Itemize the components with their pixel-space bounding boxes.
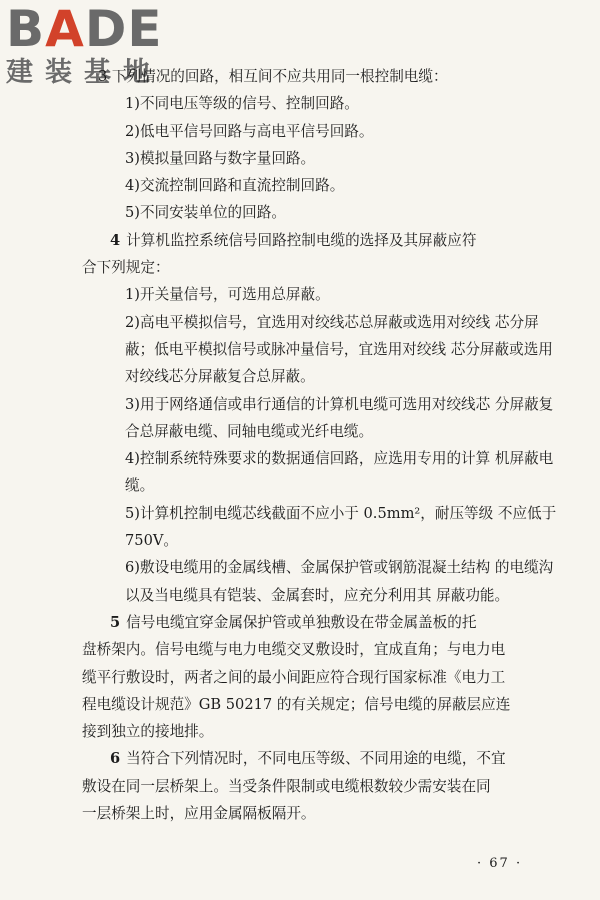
- list-item: 4)控制系统特殊要求的数据通信回路，应选用专用的计算 机屏蔽电缆。: [125, 450, 554, 495]
- clause-5: [82, 609, 560, 745]
- list-item: 2)低电平信号回路与高电平信号回路。: [125, 122, 374, 140]
- clause-number: 4: [110, 231, 121, 249]
- list-item: 4)交流控制回路和直流控制回路。: [125, 177, 345, 195]
- list-item: 3)模拟量回路与数字量回路。: [125, 149, 316, 167]
- clause-text: 合下列规定：: [82, 259, 170, 277]
- list-item: 2)高电平模拟信号，宜选用对绞线芯总屏蔽或选用对绞线 芯分屏蔽；低电平模拟信号或脉冲量信号，宜选用对绞线 芯分屏蔽或选用对绞线芯分屏蔽复合总屏蔽。: [125, 313, 553, 386]
- document-body: [82, 63, 560, 827]
- list-item: 5)计算机控制电缆芯线截面不应小于 0.5mm²，耐压等级 不应低于 750V。: [125, 504, 557, 550]
- clause-number: 5: [110, 613, 121, 631]
- list-clause-3: [82, 90, 560, 226]
- clause-text: 敷设在同一层桥架上。当受条件限制或电缆根数较少需安装在同: [82, 777, 491, 795]
- page-number: · 67 ·: [477, 856, 523, 871]
- clause-text: 计算机监控系统信号回路控制电缆的选择及其屏蔽应符: [126, 231, 477, 249]
- clause-text: 程电缆设计规范》GB 50217 的有关规定；信号电缆的屏蔽层应连: [82, 695, 511, 713]
- clause-text: 当符合下列情况时，不同电压等级、不同用途的电缆，不宜: [126, 750, 506, 768]
- clause-text: 信号电缆宜穿金属保护管或单独敷设在带金属盖板的托: [126, 613, 477, 631]
- clause-number: 6: [110, 750, 121, 768]
- clause-text: 盘桥架内。信号电缆与电力电缆交叉敷设时，宜成直角；与电力电: [82, 641, 506, 659]
- clause-text: 缆平行敷设时，两者之间的最小间距应符合现行国家标准《电力工: [82, 668, 506, 686]
- clause-text: 接到独立的接地排。: [82, 723, 214, 741]
- list-clause-4: [82, 281, 560, 609]
- list-item: 6)敷设电缆用的金属线槽、金属保护管或钢筋混凝土结构 的电缆沟以及当电缆具有铠装、金属套时，应充分利用其 屏蔽功能。: [125, 559, 554, 604]
- list-item: 5)不同安装单位的回路。: [125, 204, 286, 222]
- clause-4: [82, 227, 560, 282]
- clause-text: 一层桥架上时，应用金属隔板隔开。: [82, 805, 316, 823]
- clause-6: [82, 745, 560, 827]
- intro-line: 3 下列情况的回路，相互间不应共用同一根控制电缆：: [98, 68, 448, 85]
- list-item: 3)用于网络通信或串行通信的计算机电缆可选用对绞线芯 分屏蔽复合总屏蔽电缆、同轴电缆或光纤电缆。: [125, 395, 554, 440]
- logo-wordmark: BADE: [6, 0, 163, 58]
- list-item: 1)开关量信号，可选用总屏蔽。: [125, 286, 330, 304]
- list-item: 1)不同电压等级的信号、控制回路。: [125, 95, 359, 113]
- logo-subtitle: 建装基地: [6, 57, 162, 88]
